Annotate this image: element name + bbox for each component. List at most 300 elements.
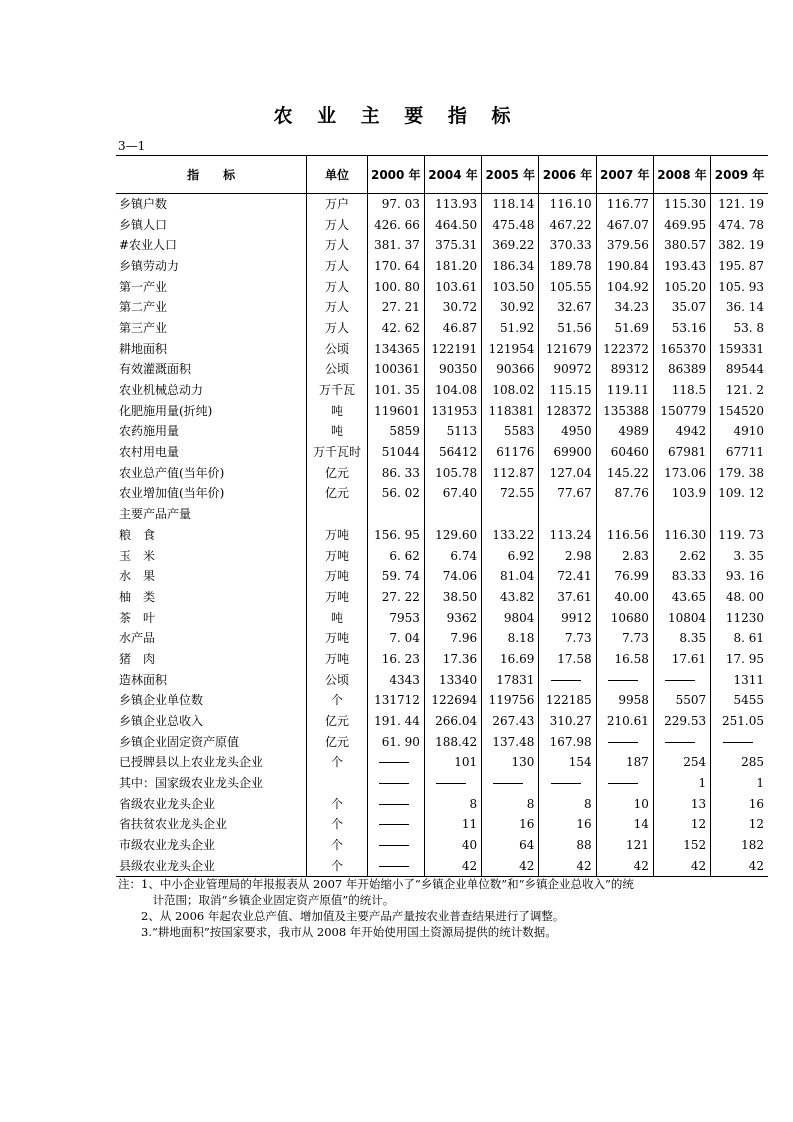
data-cell: 6.92 <box>482 545 539 566</box>
row-label: #农业人口 <box>119 238 178 253</box>
no-data-dash <box>424 773 481 794</box>
table-row <box>116 400 768 421</box>
data-cell: 131712 <box>367 690 424 711</box>
data-cell: 159331 <box>711 338 768 359</box>
no-data-dash <box>711 731 768 752</box>
data-cell: 266.04 <box>424 711 481 732</box>
data-cell: 86389 <box>653 359 710 380</box>
data-cell: 285 <box>711 752 768 773</box>
data-cell: 104.92 <box>596 276 653 297</box>
data-cell: 186.34 <box>482 256 539 277</box>
data-cell: 4950 <box>539 421 596 442</box>
data-cell: 53. 8 <box>711 318 768 339</box>
data-cell: 16.69 <box>482 649 539 670</box>
data-cell: 5507 <box>653 690 710 711</box>
data-cell: 103.61 <box>424 276 481 297</box>
data-cell: 100. 80 <box>367 276 424 297</box>
data-cell: 382. 19 <box>711 235 768 256</box>
dash-mark <box>379 783 409 784</box>
row-label: 有效灌溉面积 <box>119 362 192 377</box>
data-cell: 16 <box>711 793 768 814</box>
data-cell: 8 <box>482 793 539 814</box>
row-label: 第二产业 <box>119 300 168 315</box>
table-row <box>116 607 768 628</box>
row-unit: 万户 <box>307 194 367 215</box>
header-year: 2005 年 <box>482 156 539 194</box>
data-cell: 43.82 <box>482 587 539 608</box>
data-cell: 51.92 <box>482 318 539 339</box>
data-cell: 7953 <box>367 607 424 628</box>
data-cell: 464.50 <box>424 214 481 235</box>
row-unit: 万吨 <box>307 649 367 670</box>
dash-mark <box>665 742 695 743</box>
data-cell: 9362 <box>424 607 481 628</box>
data-cell: 101. 35 <box>367 380 424 401</box>
data-cell <box>482 504 539 525</box>
table-row <box>116 338 768 359</box>
row-label: 农业增加值(当年价) <box>119 486 225 501</box>
row-unit: 公顷 <box>307 669 367 690</box>
data-cell: 104.08 <box>424 380 481 401</box>
data-cell: 379.56 <box>596 235 653 256</box>
row-unit: 万人 <box>307 214 367 235</box>
data-cell: 16 <box>482 814 539 835</box>
row-unit: 吨 <box>307 400 367 421</box>
row-label: 已授牌县以上农业龙头企业 <box>119 755 264 770</box>
row-unit: 亿元 <box>307 731 367 752</box>
data-cell: 87.76 <box>596 483 653 504</box>
table-row <box>116 628 768 649</box>
data-cell: 74.06 <box>424 566 481 587</box>
data-cell: 9804 <box>482 607 539 628</box>
data-cell: 81.04 <box>482 566 539 587</box>
data-cell: 12 <box>653 814 710 835</box>
table-row <box>116 856 768 877</box>
table-row <box>116 504 768 525</box>
footnote-line: 计范围；取消“乡镇企业固定资产原值”的统计。 <box>118 893 395 907</box>
row-unit <box>307 773 367 794</box>
data-cell: 69900 <box>539 442 596 463</box>
data-cell: 86. 33 <box>367 462 424 483</box>
data-cell: 3. 35 <box>711 545 768 566</box>
dash-mark <box>379 762 409 763</box>
data-cell: 43.65 <box>653 587 710 608</box>
data-cell: 133.22 <box>482 525 539 546</box>
data-cell: 369.22 <box>482 235 539 256</box>
data-cell: 254 <box>653 752 710 773</box>
data-cell: 119756 <box>482 690 539 711</box>
data-cell: 165370 <box>653 338 710 359</box>
data-cell: 113.24 <box>539 525 596 546</box>
dash-mark <box>379 804 409 805</box>
row-unit <box>307 504 367 525</box>
row-label: 乡镇企业总收入 <box>119 714 204 729</box>
row-unit: 吨 <box>307 421 367 442</box>
table-row <box>116 442 768 463</box>
data-cell: 156. 95 <box>367 525 424 546</box>
no-data-dash <box>367 814 424 835</box>
row-unit: 公顷 <box>307 338 367 359</box>
data-cell: 251.05 <box>711 711 768 732</box>
dash-mark <box>551 783 581 784</box>
data-cell: 27. 22 <box>367 587 424 608</box>
data-cell: 105.78 <box>424 462 481 483</box>
data-cell: 267.43 <box>482 711 539 732</box>
data-cell: 90972 <box>539 359 596 380</box>
data-cell: 150779 <box>653 400 710 421</box>
data-cell: 59. 74 <box>367 566 424 587</box>
data-cell: 121 <box>596 835 653 856</box>
data-cell: 48. 00 <box>711 587 768 608</box>
no-data-dash <box>367 773 424 794</box>
data-cell: 121954 <box>482 338 539 359</box>
data-cell: 154 <box>539 752 596 773</box>
row-unit: 万千瓦时 <box>307 442 367 463</box>
row-unit: 万人 <box>307 318 367 339</box>
footnote-line: 2、从 2006 年起农业总产值、增加值及主要产品产量按农业普查结果进行了调整。 <box>118 909 565 923</box>
data-cell: 42 <box>424 856 481 877</box>
data-cell: 103.9 <box>653 483 710 504</box>
dash-mark <box>551 680 581 681</box>
data-cell: 381. 37 <box>367 235 424 256</box>
data-cell: 7. 04 <box>367 628 424 649</box>
data-cell: 380.57 <box>653 235 710 256</box>
data-cell: 375.31 <box>424 235 481 256</box>
data-cell: 35.07 <box>653 297 710 318</box>
no-data-dash <box>653 731 710 752</box>
data-cell: 145.22 <box>596 462 653 483</box>
row-label: 化肥施用量(折纯) <box>119 403 213 418</box>
table-row <box>116 256 768 277</box>
table-header-row <box>116 156 768 194</box>
data-cell: 42 <box>711 856 768 877</box>
data-cell: 97. 03 <box>367 194 424 215</box>
no-data-dash <box>367 856 424 877</box>
data-cell: 56. 02 <box>367 483 424 504</box>
indicator-table <box>116 155 768 877</box>
row-unit: 个 <box>307 835 367 856</box>
data-cell: 51044 <box>367 442 424 463</box>
data-cell: 56412 <box>424 442 481 463</box>
data-cell: 17.36 <box>424 649 481 670</box>
data-cell: 64 <box>482 835 539 856</box>
row-label: 农业总产值(当年价) <box>119 465 225 480</box>
no-data-dash <box>539 773 596 794</box>
data-cell: 11 <box>424 814 481 835</box>
table-row <box>116 793 768 814</box>
table-row <box>116 235 768 256</box>
data-cell: 118.14 <box>482 194 539 215</box>
data-cell: 115.15 <box>539 380 596 401</box>
data-cell: 10804 <box>653 607 710 628</box>
data-cell: 5113 <box>424 421 481 442</box>
data-cell: 88 <box>539 835 596 856</box>
row-unit: 万吨 <box>307 628 367 649</box>
data-cell: 8.18 <box>482 628 539 649</box>
data-cell: 67981 <box>653 442 710 463</box>
row-label: 柚 类 <box>119 589 156 604</box>
data-cell: 310.27 <box>539 711 596 732</box>
data-cell: 7.73 <box>596 628 653 649</box>
data-cell: 152 <box>653 835 710 856</box>
row-unit: 万人 <box>307 235 367 256</box>
row-unit: 吨 <box>307 607 367 628</box>
footnotes <box>118 876 778 940</box>
data-cell: 42. 62 <box>367 318 424 339</box>
row-unit: 公顷 <box>307 359 367 380</box>
no-data-dash <box>367 752 424 773</box>
row-unit: 个 <box>307 752 367 773</box>
header-unit: 单位 <box>307 156 367 194</box>
data-cell: 10 <box>596 793 653 814</box>
data-cell: 100361 <box>367 359 424 380</box>
row-unit: 万人 <box>307 276 367 297</box>
data-cell: 42 <box>539 856 596 877</box>
table-row <box>116 669 768 690</box>
data-cell <box>539 504 596 525</box>
data-cell: 193.43 <box>653 256 710 277</box>
data-cell: 467.07 <box>596 214 653 235</box>
data-cell: 51.69 <box>596 318 653 339</box>
data-cell: 4989 <box>596 421 653 442</box>
data-cell: 67.40 <box>424 483 481 504</box>
data-cell: 188.42 <box>424 731 481 752</box>
data-cell: 6. 62 <box>367 545 424 566</box>
data-cell: 4910 <box>711 421 768 442</box>
data-cell: 67711 <box>711 442 768 463</box>
no-data-dash <box>596 731 653 752</box>
data-cell: 42 <box>653 856 710 877</box>
data-cell: 27. 21 <box>367 297 424 318</box>
row-unit: 万吨 <box>307 525 367 546</box>
data-cell: 119.11 <box>596 380 653 401</box>
row-label: 茶 叶 <box>119 610 156 625</box>
row-label: 省级农业龙头企业 <box>119 796 216 811</box>
data-cell: 105.55 <box>539 276 596 297</box>
data-cell: 182 <box>711 835 768 856</box>
data-cell <box>596 504 653 525</box>
row-unit: 万人 <box>307 256 367 277</box>
data-cell: 17.58 <box>539 649 596 670</box>
data-cell: 121. 2 <box>711 380 768 401</box>
data-cell: 119. 73 <box>711 525 768 546</box>
data-cell <box>424 504 481 525</box>
data-cell: 72.55 <box>482 483 539 504</box>
data-cell: 42 <box>482 856 539 877</box>
row-label: 乡镇企业固定资产原值 <box>119 734 240 749</box>
data-cell: 121679 <box>539 338 596 359</box>
row-label: 县级农业龙头企业 <box>116 856 307 877</box>
data-cell: 122191 <box>424 338 481 359</box>
data-cell: 1 <box>711 773 768 794</box>
data-cell: 467.22 <box>539 214 596 235</box>
data-cell: 113.93 <box>424 194 481 215</box>
data-cell: 17. 95 <box>711 649 768 670</box>
table-row <box>116 649 768 670</box>
no-data-dash <box>596 773 653 794</box>
data-cell: 61176 <box>482 442 539 463</box>
row-unit: 个 <box>307 856 367 877</box>
data-cell <box>367 504 424 525</box>
data-cell: 475.48 <box>482 214 539 235</box>
data-cell: 8. 61 <box>711 628 768 649</box>
data-cell: 16.58 <box>596 649 653 670</box>
no-data-dash <box>367 835 424 856</box>
data-cell: 13340 <box>424 669 481 690</box>
table-row <box>116 566 768 587</box>
data-cell: 122185 <box>539 690 596 711</box>
data-cell: 129.60 <box>424 525 481 546</box>
data-cell: 40.00 <box>596 587 653 608</box>
dash-mark <box>608 783 638 784</box>
table-row <box>116 773 768 794</box>
data-cell: 4942 <box>653 421 710 442</box>
data-cell: 189.78 <box>539 256 596 277</box>
data-cell: 53.16 <box>653 318 710 339</box>
row-unit: 亿元 <box>307 711 367 732</box>
data-cell: 426. 66 <box>367 214 424 235</box>
data-cell: 16 <box>539 814 596 835</box>
data-cell: 210.61 <box>596 711 653 732</box>
table-row <box>116 214 768 235</box>
data-cell: 128372 <box>539 400 596 421</box>
data-cell: 46.87 <box>424 318 481 339</box>
dash-mark <box>379 866 409 867</box>
table-row <box>116 752 768 773</box>
data-cell: 1 <box>653 773 710 794</box>
data-cell: 116.30 <box>653 525 710 546</box>
table-row <box>116 194 768 215</box>
dash-mark <box>379 824 409 825</box>
dash-mark <box>608 742 638 743</box>
data-cell: 469.95 <box>653 214 710 235</box>
table-row <box>116 462 768 483</box>
row-unit: 亿元 <box>307 462 367 483</box>
data-cell: 112.87 <box>482 462 539 483</box>
data-cell: 2.83 <box>596 545 653 566</box>
row-label: 农村用电量 <box>119 445 180 460</box>
row-unit: 亿元 <box>307 483 367 504</box>
data-cell: 6.74 <box>424 545 481 566</box>
row-label: 农药施用量 <box>119 424 180 439</box>
row-unit: 个 <box>307 793 367 814</box>
data-cell: 137.48 <box>482 731 539 752</box>
table-row <box>116 276 768 297</box>
data-cell: 170. 64 <box>367 256 424 277</box>
data-cell: 101 <box>424 752 481 773</box>
table-row <box>116 731 768 752</box>
dash-mark <box>665 680 695 681</box>
data-cell: 130 <box>482 752 539 773</box>
table-row <box>116 380 768 401</box>
data-cell: 154520 <box>711 400 768 421</box>
dash-mark <box>608 680 638 681</box>
footnote-line: 注：1、中小企业管理局的年报报表从 2007 年开始缩小了“乡镇企业单位数”和“乡镇企业总收入”的统 <box>118 877 634 891</box>
dash-mark <box>723 742 753 743</box>
header-year: 2004 年 <box>424 156 481 194</box>
data-cell <box>711 504 768 525</box>
no-data-dash <box>596 669 653 690</box>
table-row <box>116 359 768 380</box>
data-cell: 167.98 <box>539 731 596 752</box>
row-unit: 万人 <box>307 297 367 318</box>
data-cell: 37.61 <box>539 587 596 608</box>
data-cell: 11230 <box>711 607 768 628</box>
data-cell: 76.99 <box>596 566 653 587</box>
data-cell: 7.96 <box>424 628 481 649</box>
data-cell: 229.53 <box>653 711 710 732</box>
header-year: 2008 年 <box>653 156 710 194</box>
data-cell: 30.72 <box>424 297 481 318</box>
data-cell: 187 <box>596 752 653 773</box>
data-cell: 119601 <box>367 400 424 421</box>
data-cell: 77.67 <box>539 483 596 504</box>
data-cell: 195. 87 <box>711 256 768 277</box>
row-label: 主要产品产量 <box>119 507 192 522</box>
data-cell: 4343 <box>367 669 424 690</box>
row-label: 水 果 <box>119 569 156 584</box>
data-cell: 474. 78 <box>711 214 768 235</box>
data-cell: 89312 <box>596 359 653 380</box>
data-cell: 51.56 <box>539 318 596 339</box>
data-cell: 181.20 <box>424 256 481 277</box>
header-year: 2006 年 <box>539 156 596 194</box>
data-cell: 8.35 <box>653 628 710 649</box>
data-cell: 370.33 <box>539 235 596 256</box>
row-label: 猪 肉 <box>119 651 156 666</box>
table-row <box>116 690 768 711</box>
data-cell: 8 <box>539 793 596 814</box>
row-label: 玉 米 <box>119 548 156 563</box>
row-unit: 万千瓦 <box>307 380 367 401</box>
data-cell: 191. 44 <box>367 711 424 732</box>
table-row <box>116 297 768 318</box>
data-cell: 12 <box>711 814 768 835</box>
row-unit: 万吨 <box>307 545 367 566</box>
data-cell: 38.50 <box>424 587 481 608</box>
data-cell: 118381 <box>482 400 539 421</box>
data-cell: 34.23 <box>596 297 653 318</box>
row-label: 水产品 <box>119 631 156 646</box>
data-cell: 135388 <box>596 400 653 421</box>
row-label: 耕地面积 <box>119 341 168 356</box>
no-data-dash <box>367 793 424 814</box>
data-cell: 89544 <box>711 359 768 380</box>
row-unit: 个 <box>307 690 367 711</box>
data-cell: 1311 <box>711 669 768 690</box>
data-cell: 32.67 <box>539 297 596 318</box>
row-label: 第一产业 <box>119 279 168 294</box>
page-title: 农 业 主 要 指 标 <box>273 105 520 127</box>
data-cell: 36. 14 <box>711 297 768 318</box>
data-cell: 72.41 <box>539 566 596 587</box>
row-label: 乡镇人口 <box>119 217 168 232</box>
data-cell: 116.56 <box>596 525 653 546</box>
dash-mark <box>493 783 523 784</box>
data-cell: 8 <box>424 793 481 814</box>
data-cell: 16. 23 <box>367 649 424 670</box>
table-row <box>116 711 768 732</box>
row-unit: 万吨 <box>307 587 367 608</box>
row-label: 乡镇企业单位数 <box>119 693 204 708</box>
header-indicator: 指 标 <box>116 156 307 194</box>
data-cell: 131953 <box>424 400 481 421</box>
data-cell: 9912 <box>539 607 596 628</box>
row-unit: 个 <box>307 814 367 835</box>
dash-mark <box>436 783 466 784</box>
data-cell: 40 <box>424 835 481 856</box>
row-unit: 万吨 <box>307 566 367 587</box>
